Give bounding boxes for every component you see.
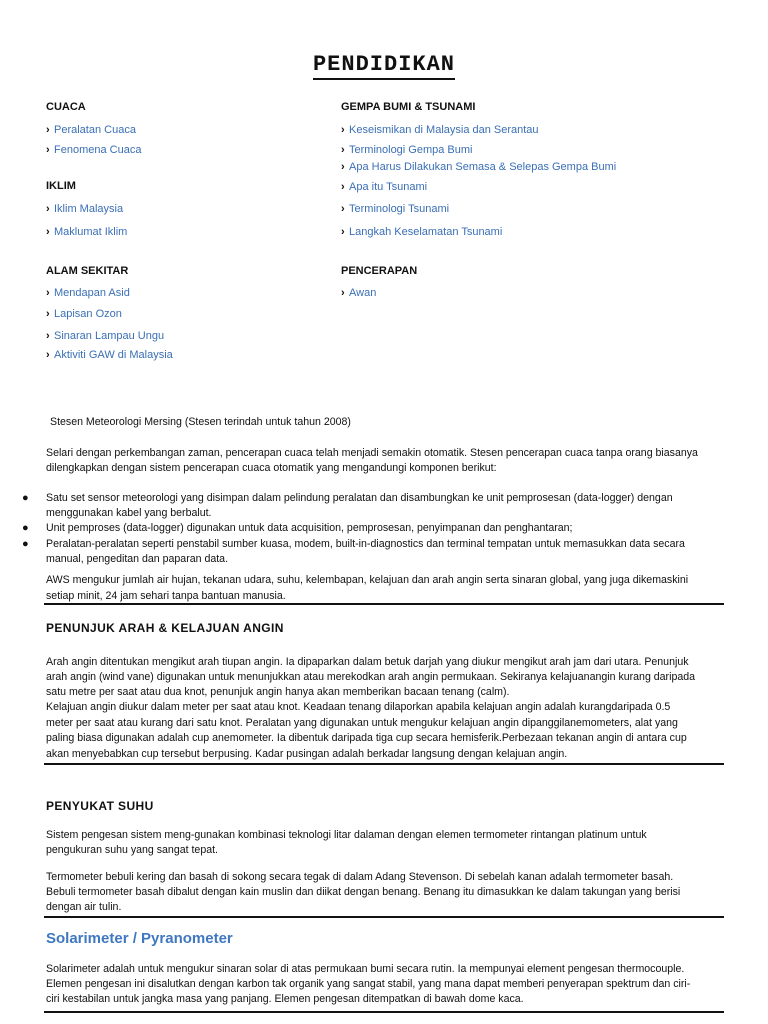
paragraph-line: Bebuli termometer basah dibalut dengan kain muslin dan diikat dengan benang. Benang itu dimasukkan ke dalam takungan yang berisi (46, 886, 681, 898)
heading-alam-sekitar: ALAM SEKITAR (46, 265, 129, 277)
heading-gempa-bumi: GEMPA BUMI & TSUNAMI (341, 101, 476, 113)
chevron-right-icon: › (46, 203, 50, 215)
paragraph-line: Solarimeter adalah untuk mengukur sinaran solar di atas permukaan bumi secara rutin. Ia mempunyai element pengesan thermocouple. (46, 963, 685, 975)
link-apa-harus-dilakukan[interactable]: › Apa Harus Dilakukan Semasa & Selepas Gempa Bumi (341, 161, 617, 173)
list-item (22, 537, 726, 567)
paragraph-line: paling biasa digunakan adalah cup anemometer. Ia dibentuk daripada tiga cup secara hemisferik.Perbezaan tekanan angin di antara cup (46, 732, 687, 744)
link-peralatan-cuaca[interactable]: › Peralatan Cuaca (46, 124, 136, 136)
chevron-right-icon: › (46, 144, 50, 156)
list-item-line: menggunakan kabel yang berbalut. (46, 507, 212, 519)
chevron-right-icon: › (341, 226, 345, 238)
link-mendapan-asid[interactable]: › Mendapan Asid (46, 287, 130, 299)
chevron-right-icon: › (46, 226, 50, 238)
bullet-icon: ● (22, 538, 29, 550)
paragraph-line: arah angin (wind vane) digunakan untuk menunjukkan atau merekodkan arah angin permukaan. Sekiranya kelajuanangin kurang daripada (46, 671, 696, 683)
chevron-right-icon: › (46, 124, 50, 136)
chevron-right-icon: › (341, 287, 345, 299)
paragraph-line: meter per saat atau kurang dari satu knot. Peralatan yang digunakan untuk mengukur kelajuan angin dipanggilanemometers, alat yang (46, 717, 678, 729)
section-title-angin: PENUNJUK ARAH & KELAJUAN ANGIN (46, 621, 284, 635)
divider (44, 916, 724, 918)
paragraph-line: ciri kestabilan untuk jangka masa yang panjang. Elemen pengesan ditempatkan di bawah dome kaca. (46, 993, 524, 1005)
intro-line-1: Selari dengan perkembangan zaman, pencerapan cuaca telah menjadi semakin otomatik. Stesen pencerapan cuaca tanpa orang biasanya (46, 447, 698, 459)
paragraph-line: satu metre per saat atau dua knot, penunjuk angin hanya akan memberikan bacaan tenang (calm). (46, 686, 510, 698)
list-item-line: manual, pengeditan dan paparan data. (46, 553, 229, 565)
list-item-line: Unit pemproses (data-logger) digunakan untuk data acquisition, pemprosesan, penyimpanan dan penghantaran; (46, 522, 573, 534)
link-langkah-keselamatan[interactable]: › Langkah Keselamatan Tsunami (341, 226, 503, 238)
link-apa-itu-tsunami[interactable]: › Apa itu Tsunami (341, 181, 428, 193)
heading-cuaca: CUACA (46, 101, 86, 113)
paragraph-line: Termometer bebuli kering dan basah di sokong secara tegak di dalam Adang Stevenson. Di sebelah kanan adalah termometer basah. (46, 871, 674, 883)
aws-line-2: setiap minit, 24 jam sehari tanpa bantuan manusia. (46, 590, 286, 602)
link-terminologi-gempa[interactable]: › Terminologi Gempa Bumi (341, 144, 473, 156)
chevron-right-icon: › (46, 287, 50, 299)
section-title-solarimeter: Solarimeter / Pyranometer (46, 930, 233, 947)
divider (44, 763, 724, 765)
image-caption: Stesen Meteorologi Mersing (Stesen terindah untuk tahun 2008) (50, 416, 351, 428)
paragraph-line: Kelajuan angin diukur dalam meter per saat atau knot. Keadaan tenang dilaporkan apabila kelajuan angin adalah kurangdaripada 0.5 (46, 701, 671, 713)
aws-line-1: AWS mengukur jumlah air hujan, tekanan udara, suhu, kelembapan, kelajuan dan arah angin serta sinaran global, yang juga dikemaskini (46, 574, 689, 586)
intro-line-2: dilengkapkan dengan sistem pencerapan cuaca otomatik yang mengandungi komponen berikut: (46, 462, 497, 474)
link-iklim-malaysia[interactable]: › Iklim Malaysia (46, 203, 124, 215)
paragraph-line: Elemen pengesan ini disalutkan dengan karbon tak organik yang sangat stabil, yang mana dapat memberi penyerapan spektrum dan ciri- (46, 978, 691, 990)
section-title-suhu: PENYUKAT SUHU (46, 799, 154, 813)
link-sinaran-lampau-ungu[interactable]: › Sinaran Lampau Ungu (46, 330, 165, 342)
divider (44, 1011, 724, 1013)
chevron-right-icon: › (341, 144, 345, 156)
chevron-right-icon: › (46, 308, 50, 320)
link-maklumat-iklim[interactable]: › Maklumat Iklim (46, 226, 128, 238)
list-item (22, 491, 726, 521)
paragraph-line: Arah angin ditentukan mengikut arah tiupan angin. Ia dipaparkan dalam betuk darjah yang diukur mengikut arah jam dari utara. Penunjuk (46, 656, 689, 668)
list-item-line: Peralatan-peralatan seperti penstabil sumber kuasa, modem, built-in-diagnostics dan terminal tempatan untuk memasukkan data secara (46, 538, 685, 550)
bullet-icon: ● (22, 522, 29, 534)
page-title: PENDIDIKAN (0, 52, 768, 77)
chevron-right-icon: › (341, 203, 345, 215)
heading-iklim: IKLIM (46, 180, 76, 192)
paragraph-line: dengan air tulin. (46, 901, 122, 913)
paragraph-line: Sistem pengesan sistem meng-gunakan kombinasi teknologi litar dalaman dengan elemen termometer rintangan platinum untuk (46, 829, 647, 841)
paragraph-line: pengukuran suhu yang sangat tepat. (46, 844, 218, 856)
paragraph-line: akan menyebabkan cup tersebut berpusing. Kadar pusingan adalah berkadar langsung dengan kelajuan angin. (46, 748, 568, 760)
chevron-right-icon: › (46, 330, 50, 342)
heading-pencerapan: PENCERAPAN (341, 265, 418, 277)
link-keseismikan[interactable]: › Keseismikan di Malaysia dan Serantau (341, 124, 539, 136)
chevron-right-icon: › (341, 161, 345, 173)
divider (44, 603, 724, 605)
chevron-right-icon: › (46, 349, 50, 361)
link-terminologi-tsunami[interactable]: › Terminologi Tsunami (341, 203, 450, 215)
link-fenomena-cuaca[interactable]: › Fenomena Cuaca (46, 144, 142, 156)
link-awan[interactable]: › Awan (341, 287, 377, 299)
link-lapisan-ozon[interactable]: › Lapisan Ozon (46, 308, 122, 320)
chevron-right-icon: › (341, 181, 345, 193)
list-item-line: Satu set sensor meteorologi yang disimpan dalam pelindung peralatan dan disambungkan ke unit pemprosesan (data-logger) dengan (46, 492, 673, 504)
bullet-icon: ● (22, 492, 29, 504)
chevron-right-icon: › (341, 124, 345, 136)
link-aktiviti-gaw[interactable]: › Aktiviti GAW di Malaysia (46, 349, 173, 361)
list-item (22, 521, 726, 536)
